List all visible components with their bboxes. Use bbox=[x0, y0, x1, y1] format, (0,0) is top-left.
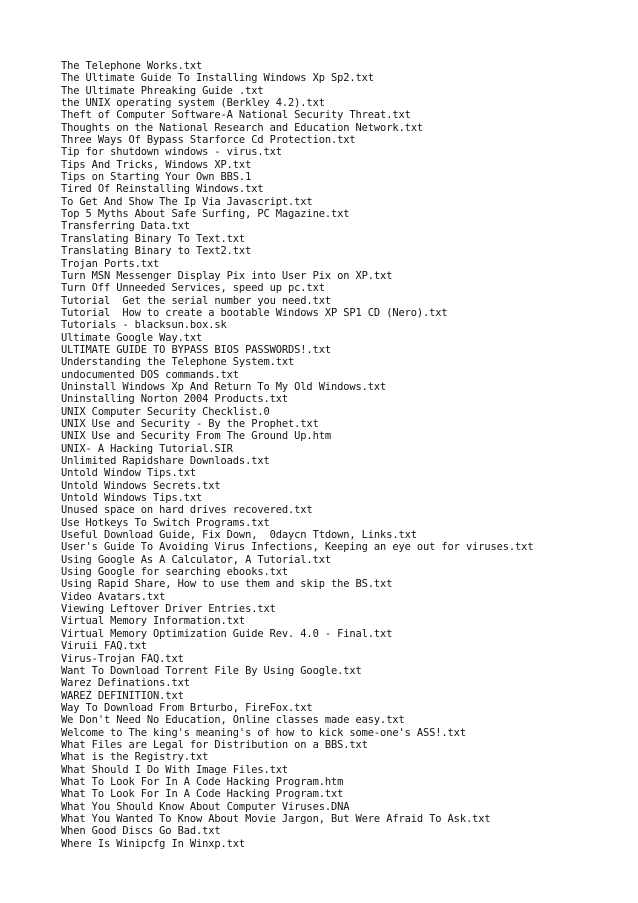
file-list-item: Want To Download Torrent File By Using Google.txt bbox=[61, 664, 362, 677]
file-list-item: What To Look For In A Code Hacking Program.txt bbox=[61, 788, 344, 801]
file-list-item: Turn Off Unneeded Services, speed up pc.txt bbox=[61, 282, 325, 295]
file-list-item: Tired Of Reinstalling Windows.txt bbox=[61, 183, 264, 196]
file-list-item: the UNIX operating system (Berkley 4.2).txt bbox=[61, 97, 325, 110]
file-list-item: Uninstalling Norton 2004 Products.txt bbox=[61, 393, 289, 406]
file-list-item: Untold Windows Tips.txt bbox=[61, 492, 203, 505]
file-list-item: Video Avatars.txt bbox=[61, 590, 166, 603]
file-list-item: Warez Definations.txt bbox=[61, 677, 190, 690]
file-list-item: Tips And Tricks, Windows XP.txt bbox=[61, 158, 252, 171]
file-list-item: Untold Windows Secrets.txt bbox=[61, 479, 221, 492]
file-list-item: UNIX Use and Security - By the Prophet.txt bbox=[61, 417, 319, 430]
file-list-item: Tip for shutdown windows - virus.txt bbox=[61, 146, 282, 159]
file-list-item: What is the Registry.txt bbox=[61, 751, 209, 764]
file-list-item: Tips on Starting Your Own BBS.1 bbox=[61, 171, 252, 184]
file-list-item: Tutorials - blacksun.box.sk bbox=[61, 319, 227, 332]
file-list-item: Using Rapid Share, How to use them and skip the BS.txt bbox=[61, 578, 393, 591]
file-list-item: Translating Binary to Text2.txt bbox=[61, 245, 252, 258]
file-list-item: UNIX Computer Security Checklist.0 bbox=[61, 405, 270, 418]
file-list-item: Unlimited Rapidshare Downloads.txt bbox=[61, 455, 270, 467]
file-list-item: Understanding the Telephone System.txt bbox=[61, 356, 295, 369]
file-list-item: Welcome to The king's meaning's of how to kick some-one's ASS!.txt bbox=[61, 726, 466, 739]
file-list-item: What You Should Know About Computer Viruses.DNA bbox=[61, 800, 350, 813]
file-list-item: We Don't Need No Education, Online classes made easy.txt bbox=[61, 714, 405, 727]
file-list-item: Useful Download Guide, Fix Down, 0daycn Ttdown, Links.txt bbox=[61, 529, 417, 542]
file-list-item: Use Hotkeys To Switch Programs.txt bbox=[61, 516, 270, 529]
file-list-item: The Ultimate Phreaking Guide .txt bbox=[61, 84, 264, 97]
file-list-item: Tutorial Get the serial number you need.txt bbox=[61, 294, 331, 307]
file-list-item: Turn MSN Messenger Display Pix into User Pix on XP.txt bbox=[61, 269, 393, 282]
file-list-item: To Get And Show The Ip Via Javascript.txt bbox=[61, 195, 313, 208]
file-list-item: When Good Discs Go Bad.txt bbox=[61, 825, 221, 838]
file-list-item: Where Is Winipcfg In Winxp.txt bbox=[61, 837, 246, 850]
file-list-item: Virtual Memory Optimization Guide Rev. 4.0 - Final.txt bbox=[61, 627, 393, 640]
file-list-item: Transferring Data.txt bbox=[61, 220, 190, 233]
file-list-item: Unused space on hard drives recovered.txt bbox=[61, 504, 313, 517]
file-list-item: The Telephone Works.txt bbox=[61, 60, 203, 72]
file-list-item: What Should I Do With Image Files.txt bbox=[61, 763, 289, 776]
file-list-item: User's Guide To Avoiding Virus Infections, Keeping an eye out for viruses.txt bbox=[61, 541, 534, 554]
file-list-item: What To Look For In A Code Hacking Program.htm bbox=[61, 775, 344, 788]
file-list-item: Tutorial How to create a bootable Windows XP SP1 CD (Nero).txt bbox=[61, 306, 448, 319]
file-list-item: Trojan Ports.txt bbox=[61, 257, 160, 270]
file-list-item: Virus-Trojan FAQ.txt bbox=[61, 652, 184, 665]
file-list-item: Ultimate Google Way.txt bbox=[61, 331, 203, 344]
file-list-item: UNIX Use and Security From The Ground Up.htm bbox=[61, 430, 331, 443]
file-list-item: The Ultimate Guide To Installing Windows Xp Sp2.txt bbox=[61, 72, 374, 85]
file-list-item: UNIX- A Hacking Tutorial.SIR bbox=[61, 442, 233, 455]
file-list-item: undocumented DOS commands.txt bbox=[61, 368, 239, 381]
file-list-item: Translating Binary To Text.txt bbox=[61, 232, 246, 245]
file-list-item: Using Google for searching ebooks.txt bbox=[61, 566, 289, 579]
file-list-item: Viruii FAQ.txt bbox=[61, 640, 147, 653]
file-list-item: Top 5 Myths About Safe Surfing, PC Magazine.txt bbox=[61, 208, 350, 221]
file-list-item: Theft of Computer Software-A National Security Threat.txt bbox=[61, 109, 411, 122]
file-list-item: Viewing Leftover Driver Entries.txt bbox=[61, 603, 276, 616]
file-list-item: Three Ways Of Bypass Starforce Cd Protection.txt bbox=[61, 134, 356, 147]
file-list-item: What Files are Legal for Distribution on a BBS.txt bbox=[61, 738, 368, 751]
file-list-item: ULTIMATE GUIDE TO BYPASS BIOS PASSWORDS!.txt bbox=[61, 343, 331, 356]
file-list bbox=[61, 60, 631, 850]
file-list-item: Untold Window Tips.txt bbox=[61, 467, 196, 480]
file-list-item: WAREZ DEFINITION.txt bbox=[61, 689, 184, 702]
file-list-item: What You Wanted To Know About Movie Jargon, But Were Afraid To Ask.txt bbox=[61, 812, 491, 825]
file-list-item: Using Google As A Calculator, A Tutorial.txt bbox=[61, 553, 331, 566]
document-page bbox=[61, 60, 631, 850]
file-list-item: Uninstall Windows Xp And Return To My Old Windows.txt bbox=[61, 380, 387, 393]
file-list-item: Way To Download From Brturbo, FireFox.txt bbox=[61, 701, 313, 714]
file-list-item: Virtual Memory Information.txt bbox=[61, 615, 246, 628]
file-list-item: Thoughts on the National Research and Education Network.txt bbox=[61, 121, 424, 134]
